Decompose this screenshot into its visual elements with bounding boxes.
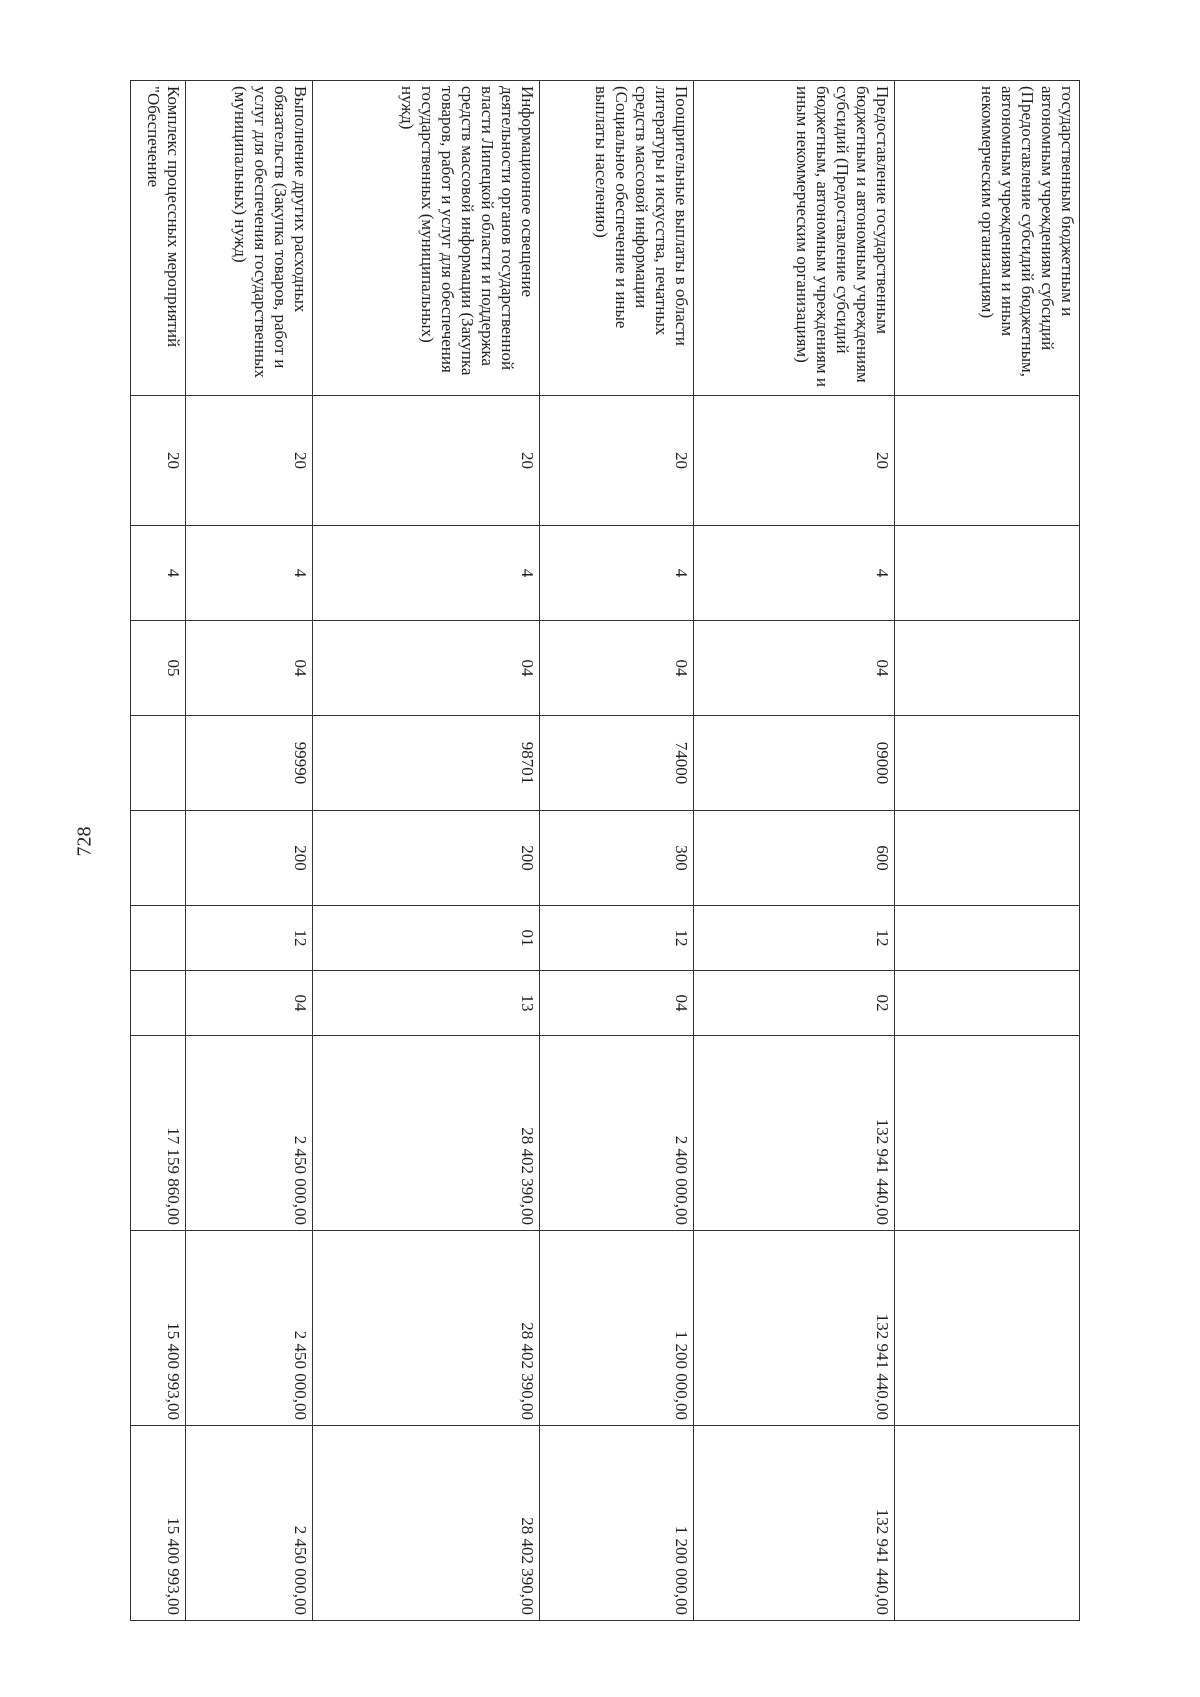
code-cell: 98701 [313, 716, 540, 811]
sum-cell: 132 941 440,00 [693, 1036, 894, 1231]
code-cell: 4 [131, 526, 186, 621]
code-cell: 4 [186, 526, 313, 621]
code-cell [131, 971, 186, 1036]
page-number: 728 [73, 826, 96, 857]
expense-name: государственным бюджетным и автономным учреждениям субсидий (Предоставление субсидий бюджетным, автономным учреждениям и иным некоммерческим организациям) [894, 81, 1079, 396]
expense-name: Выполнение других расходных обязательств (Закупка товаров, работ и услуг для обеспечения государственных (муниципальных) нужд) [186, 81, 313, 396]
table-rotator [130, 80, 1080, 1620]
code-cell: 300 [540, 811, 693, 906]
table-row [186, 81, 313, 1621]
sum-cell: 132 941 440,00 [693, 1426, 894, 1621]
code-cell: 20 [186, 396, 313, 526]
code-cell: 04 [693, 621, 894, 716]
expense-name: Комплекс процессных мероприятий "Обеспечение [131, 81, 186, 396]
code-cell [894, 971, 1079, 1036]
code-cell: 20 [693, 396, 894, 526]
code-cell: 04 [186, 971, 313, 1036]
sum-cell [894, 1036, 1079, 1231]
sum-cell: 28 402 390,00 [313, 1036, 540, 1231]
code-cell: 04 [313, 621, 540, 716]
sum-cell: 2 400 000,00 [540, 1036, 693, 1231]
code-cell [894, 526, 1079, 621]
code-cell: 04 [540, 971, 693, 1036]
code-cell [894, 396, 1079, 526]
code-cell: 74000 [540, 716, 693, 811]
code-cell [894, 811, 1079, 906]
table-row [131, 81, 186, 1621]
code-cell: 12 [693, 906, 894, 971]
code-cell: 20 [540, 396, 693, 526]
sum-cell: 15 400 993,00 [131, 1426, 186, 1621]
expense-name: Предоставление государственным бюджетным и автономным учреждениям субсидий (Предоставление субсидий бюджетным, автономным учреждениям и иным некоммерческим организациям) [693, 81, 894, 396]
code-cell: 02 [693, 971, 894, 1036]
code-cell: 05 [131, 621, 186, 716]
code-cell [131, 906, 186, 971]
sum-cell: 2 450 000,00 [186, 1036, 313, 1231]
sum-cell: 132 941 440,00 [693, 1231, 894, 1426]
code-cell: 04 [540, 621, 693, 716]
code-cell: 12 [540, 906, 693, 971]
table-row [313, 81, 540, 1621]
table-row [894, 81, 1079, 1621]
sum-cell: 2 450 000,00 [186, 1231, 313, 1426]
code-cell: 4 [693, 526, 894, 621]
expense-name: Информационное освещение деятельности органов государственной власти Липецкой области и поддержка средств массовой информации (Закупка товаров, работ и услуг для обеспечения государственных (муниципальных) нужд) [313, 81, 540, 396]
sum-cell: 17 159 860,00 [131, 1036, 186, 1231]
code-cell [131, 811, 186, 906]
code-cell: 20 [313, 396, 540, 526]
sum-cell: 1 200 000,00 [540, 1231, 693, 1426]
expense-name: Поощрительные выплаты в области литературы и искусства, печатных средств массовой информации (Социальное обеспечение и иные выплаты населению) [540, 81, 693, 396]
code-cell: 20 [131, 396, 186, 526]
code-cell [894, 716, 1079, 811]
code-cell: 99990 [186, 716, 313, 811]
code-cell: 01 [313, 906, 540, 971]
sum-cell: 1 200 000,00 [540, 1426, 693, 1621]
sum-cell [894, 1231, 1079, 1426]
code-cell: 200 [186, 811, 313, 906]
code-cell: 200 [313, 811, 540, 906]
sum-cell: 28 402 390,00 [313, 1426, 540, 1621]
table-row [693, 81, 894, 1621]
code-cell: 09000 [693, 716, 894, 811]
code-cell: 13 [313, 971, 540, 1036]
sum-cell: 2 450 000,00 [186, 1426, 313, 1621]
code-cell [894, 621, 1079, 716]
sum-cell: 28 402 390,00 [313, 1231, 540, 1426]
code-cell: 4 [313, 526, 540, 621]
code-cell [894, 906, 1079, 971]
code-cell: 4 [540, 526, 693, 621]
sum-cell: 15 400 993,00 [131, 1231, 186, 1426]
sum-cell [894, 1426, 1079, 1621]
code-cell: 12 [186, 906, 313, 971]
code-cell: 600 [693, 811, 894, 906]
table-row [540, 81, 693, 1621]
budget-table [130, 80, 1080, 1621]
code-cell [131, 716, 186, 811]
code-cell: 04 [186, 621, 313, 716]
